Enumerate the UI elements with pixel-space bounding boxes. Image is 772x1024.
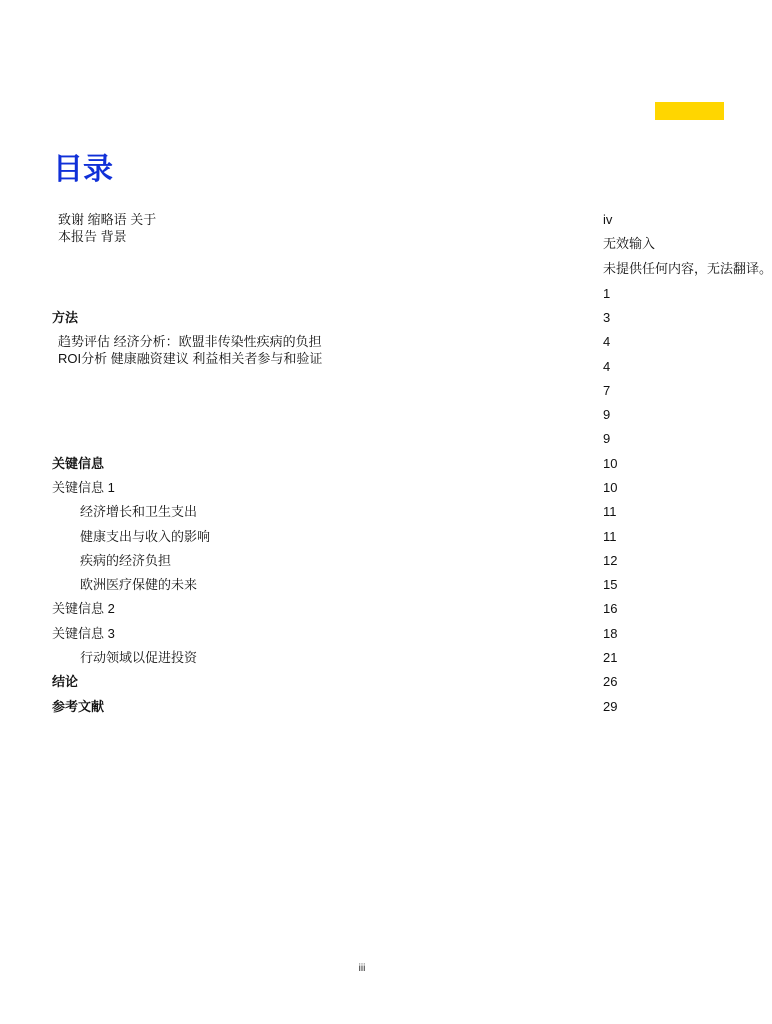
toc-row-label: 关键信息 [52,456,105,471]
toc-row-page: 29 [603,699,618,714]
toc-row-page: 16 [603,601,618,616]
toc-row-page: 11 [603,504,617,519]
toc-row-page: 10 [603,480,618,495]
toc-row[interactable] [52,503,724,521]
method-heading-page[interactable]: 3 [603,310,611,325]
toc-row-label: 结论 [52,674,79,689]
front-matter-page[interactable]: 无效输入 [603,236,656,251]
toc-row[interactable] [52,673,724,691]
toc-row[interactable] [52,455,724,473]
toc-row[interactable] [52,552,724,570]
toc-row-label: 健康支出与收入的影响 [80,529,211,544]
toc-row[interactable] [52,625,724,643]
front-matter-page[interactable]: iv [603,212,613,227]
front-matter-line-1[interactable]: 致谢 缩略语 关于 [58,212,157,227]
toc-row[interactable] [52,528,724,546]
method-page[interactable]: 9 [603,431,611,446]
toc-row-label: 欧洲医疗保健的未来 [80,577,198,592]
front-matter-page[interactable]: 未提供任何内容，无法翻译。 [603,261,772,276]
method-page[interactable]: 7 [603,383,611,398]
toc-row-page: 15 [603,577,618,592]
toc-row[interactable] [52,698,724,716]
toc-row-label: 疾病的经济负担 [80,553,172,568]
toc-row-label: 关键信息 3 [52,626,115,641]
toc-row-label: 关键信息 2 [52,601,115,616]
toc-row-page: 26 [603,674,618,689]
toc-row-page: 18 [603,626,618,641]
toc-row[interactable] [52,600,724,618]
front-matter-line-2[interactable]: 本报告 背景 [58,229,127,244]
page-number: iii [358,963,366,974]
method-heading[interactable]: 方法 [52,310,79,325]
toc-row-page: 11 [603,529,617,544]
toc-row[interactable] [52,479,724,497]
toc-row-label: 经济增长和卫生支出 [80,504,198,519]
toc-row-page: 21 [603,650,618,665]
accent-bar [655,102,724,120]
toc-row-page: 10 [603,456,618,471]
method-page[interactable]: 4 [603,359,611,374]
toc-row[interactable] [52,576,724,594]
toc-row-label: 参考文献 [52,699,105,714]
toc-row[interactable] [52,649,724,667]
toc-row-page: 12 [603,553,618,568]
toc-row-label: 行动领域以促进投资 [80,650,198,665]
method-page[interactable]: 9 [603,407,611,422]
page-title: 目录 [53,153,113,186]
toc-row-label: 关键信息 1 [52,480,115,495]
method-line-1[interactable]: 趋势评估 经济分析：欧盟非传染性疾病的负担 [58,334,322,349]
front-matter-page[interactable]: 1 [603,286,611,301]
method-line-2[interactable]: ROI分析 健康融资建议 利益相关者参与和验证 [58,351,323,366]
method-page[interactable]: 4 [603,334,611,349]
